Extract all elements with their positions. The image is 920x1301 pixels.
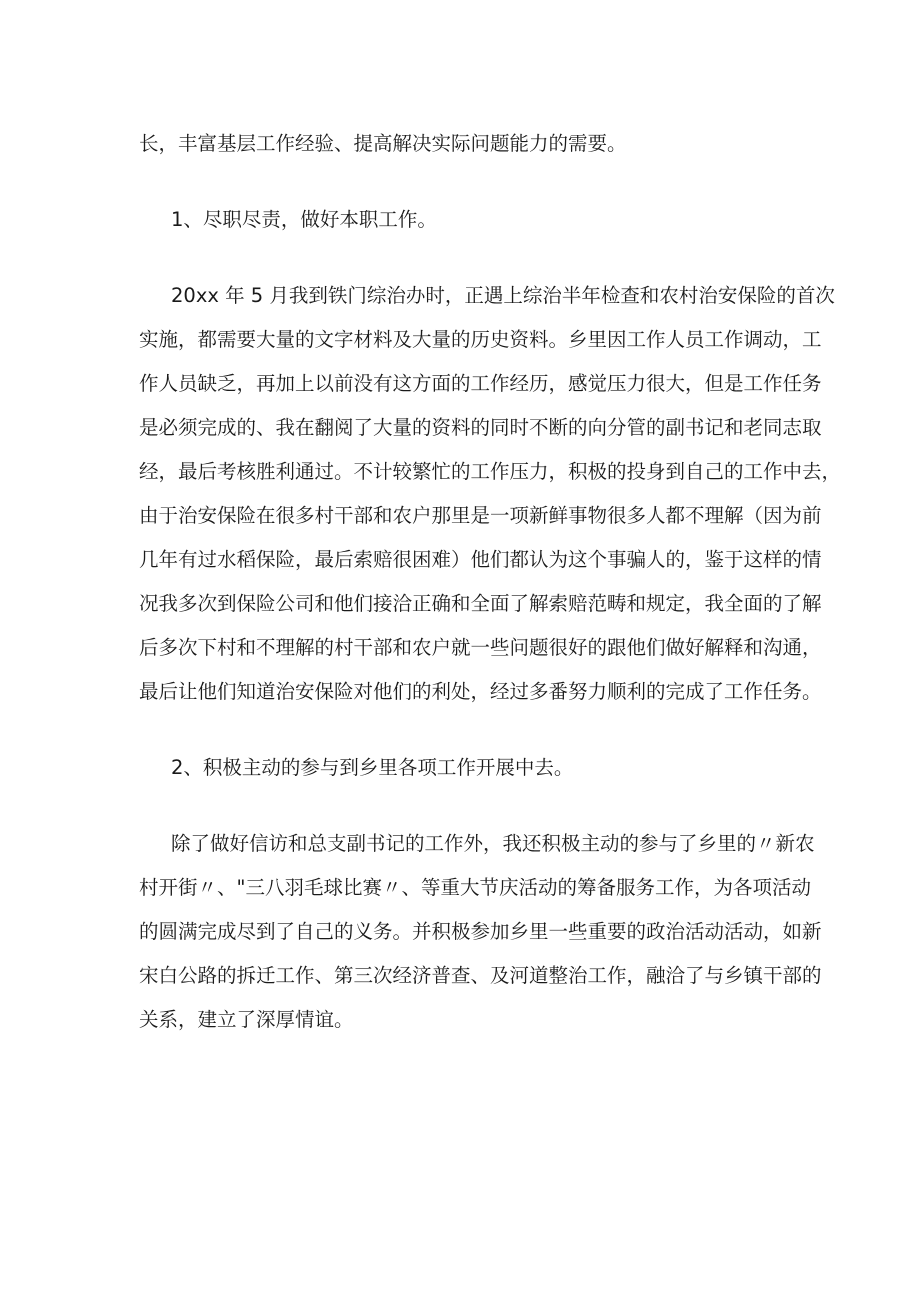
section-1-line: 最后让他们知道治安保险对他们的利处，经过多番努力顺利的完成了工作任务。 — [139, 680, 822, 703]
section-2-line: 宋白公路的拆迁工作、第三次经济普查、及河道整治工作，融洽了与乡镇干部的 — [139, 964, 822, 987]
section-1-heading: 1、尽职尽责，做好本职工作。 — [171, 208, 437, 231]
section-1-line: 实施，都需要大量的文字材料及大量的历史资料。乡里因工作人员工作调动，工 — [139, 328, 822, 351]
section-1-line: 况我多次到保险公司和他们接洽正确和全面了解索赔范畴和规定，我全面的了解 — [139, 592, 822, 615]
section-2-heading: 2、积极主动的参与到乡里各项工作开展中去。 — [171, 756, 574, 779]
section-1-line: 经，最后考核胜利通过。不计较繁忙的工作压力，积极的投身到自己的工作中去， — [139, 460, 842, 483]
section-1-line: 后多次下村和不理解的村干部和农户就一些问题很好的跟他们做好解释和沟通， — [139, 636, 822, 659]
section-2-line: 关系，建立了深厚情谊。 — [139, 1008, 354, 1031]
section-2-line: 的圆满完成尽到了自己的义务。并积极参加乡里一些重要的政治活动活动，如新 — [139, 920, 822, 943]
section-2-line: 村开街〃、"三八羽毛球比赛〃、等重大节庆活动的筹备服务工作，为各项活动 — [139, 876, 811, 899]
section-1-line: 20xx 年 5 月我到铁门综治办时，正遇上综治半年检查和农村治安保险的首次 — [171, 284, 835, 307]
section-1-line: 是必须完成的、我在翻阅了大量的资料的同时不断的向分管的副书记和老同志取 — [139, 416, 822, 439]
section-1-line: 由于治安保险在很多村干部和农户那里是一项新鲜事物很多人都不理解（因为前 — [139, 504, 822, 527]
section-2-line: 除了做好信访和总支副书记的工作外，我还积极主动的参与了乡里的〃新农 — [171, 832, 815, 855]
section-1-line: 几年有过水稻保险，最后索赔很困难）他们都认为这个事骗人的，鉴于这样的情 — [139, 548, 822, 571]
section-1-line: 作人员缺乏，再加上以前没有这方面的工作经历，感觉压力很大，但是工作任务 — [139, 372, 822, 395]
paragraph-carryover-line: 长，丰富基层工作经验、提高解决实际问题能力的需要。 — [139, 132, 627, 155]
